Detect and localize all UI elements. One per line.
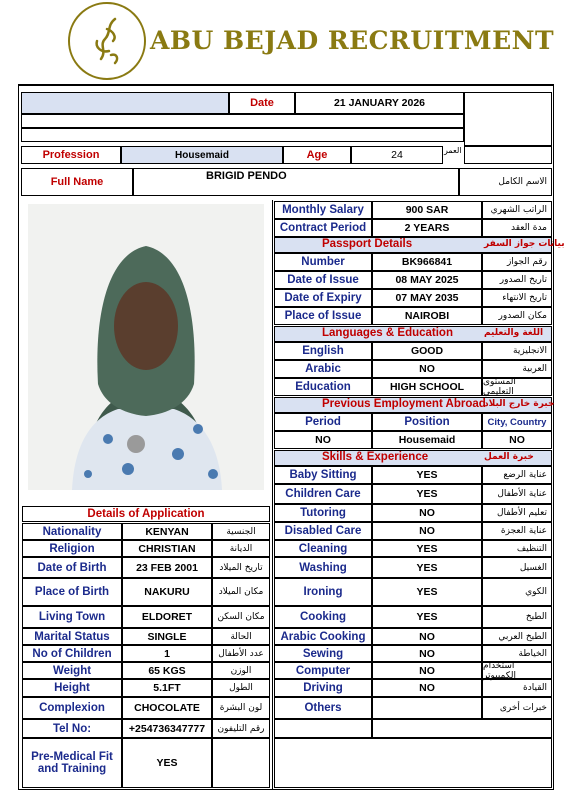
application-row-label: Weight	[22, 662, 122, 679]
profession-label: Profession	[21, 146, 121, 164]
right-row-label: Cooking	[274, 606, 372, 628]
right-row-value: NO	[372, 679, 482, 697]
right-row-value: BK966841	[372, 253, 482, 271]
application-row-label: Religion	[22, 540, 122, 557]
right-row-label: Arabic Cooking	[274, 628, 372, 645]
application-row-label: Complexion	[22, 697, 122, 719]
candidate-photo	[28, 204, 264, 490]
right-row-value: YES	[372, 557, 482, 578]
right-row-value: YES	[372, 578, 482, 606]
right-row-ar: الطبخ	[482, 606, 552, 628]
right-row-ar: تعليم الأطفال	[482, 504, 552, 522]
right-row-value: 2 YEARS	[372, 219, 482, 237]
skills-title: Skills & Experience	[322, 451, 429, 463]
age-label: Age	[283, 146, 351, 164]
right-row-ar: القيادة	[482, 679, 552, 697]
right-row-ar: عناية الأطفال	[482, 484, 552, 504]
right-row-label: Washing	[274, 557, 372, 578]
right-row-label: Disabled Care	[274, 522, 372, 540]
right-row-ar: المستوى التعليمي	[482, 378, 552, 396]
date-ar-cell	[464, 92, 552, 146]
application-row-ar: الديانة	[212, 540, 270, 557]
right-row-label: Place of Issue	[274, 307, 372, 325]
right-row-label: Baby Sitting	[274, 466, 372, 484]
application-row-ar: رقم التليفون	[212, 719, 270, 738]
passport-title-ar: بيانات جواز السفر	[484, 239, 565, 249]
application-row-ar: مكان السكن	[212, 606, 270, 628]
application-row-ar: عدد الأطفال	[212, 645, 270, 662]
application-row-value: 5.1FT	[122, 679, 212, 697]
right-row-ar: خبرات أخرى	[482, 697, 552, 719]
application-row-value: 23 FEB 2001	[122, 557, 212, 578]
right-row-value: NO	[372, 645, 482, 662]
right-row-label: Contract Period	[274, 219, 372, 237]
right-row-value	[372, 697, 482, 719]
passport-title: Passport Details	[322, 238, 413, 250]
application-row-ar: الوزن	[212, 662, 270, 679]
company-logo	[68, 2, 146, 80]
full-name-cell	[133, 168, 459, 196]
right-row-ar: تاريخ الانتهاء	[482, 289, 552, 307]
application-row-value: YES	[122, 738, 212, 788]
application-row-value: SINGLE	[122, 628, 212, 645]
age-ar: العمر	[444, 146, 462, 155]
right-row-ar: الخياطة	[482, 645, 552, 662]
date-row-blank	[21, 92, 229, 114]
right-row-ar: استخدام الكمبيوتر	[482, 662, 552, 679]
blank-cell	[274, 738, 552, 788]
employment-col-period: Period	[274, 413, 372, 431]
right-row-ar: مدة العقد	[482, 219, 552, 237]
application-row-value: +254736347777	[122, 719, 212, 738]
right-row-label: Arabic	[274, 360, 372, 378]
languages-title: Languages & Education	[322, 327, 453, 339]
right-row-label: Cleaning	[274, 540, 372, 557]
right-row-label: Computer	[274, 662, 372, 679]
application-row-ar: الحالة	[212, 628, 270, 645]
right-row-ar: الراتب الشهري	[482, 201, 552, 219]
right-row-value: 08 MAY 2025	[372, 271, 482, 289]
right-row-ar: الغسيل	[482, 557, 552, 578]
employment-position: Housemaid	[372, 431, 482, 449]
right-row-ar: الكوي	[482, 578, 552, 606]
right-row-ar: الانجليزية	[482, 342, 552, 360]
right-row-label: Children Care	[274, 484, 372, 504]
application-title: Details of Application	[22, 506, 270, 522]
right-row-ar: عناية العجزة	[482, 522, 552, 540]
right-row-value: NO	[372, 504, 482, 522]
right-row-value: YES	[372, 540, 482, 557]
right-row-value: 900 SAR	[372, 201, 482, 219]
application-row-label: Living Town	[22, 606, 122, 628]
application-row-value: CHRISTIAN	[122, 540, 212, 557]
right-row-value: YES	[372, 484, 482, 504]
application-row-label: No of Children	[22, 645, 122, 662]
right-row-value: NO	[372, 662, 482, 679]
application-row-label: Pre-Medical Fit and Training	[22, 738, 122, 788]
right-row-value: NO	[372, 522, 482, 540]
right-row-value: GOOD	[372, 342, 482, 360]
employment-title-ar: خبرة خارج البلاد	[484, 399, 555, 409]
application-row-label: Date of Birth	[22, 557, 122, 578]
person-photo-icon	[28, 204, 264, 490]
application-row-ar: الطول	[212, 679, 270, 697]
application-row-value: ELDORET	[122, 606, 212, 628]
right-row-ar: التنظيف	[482, 540, 552, 557]
application-row-value: 65 KGS	[122, 662, 212, 679]
profession-value: Housemaid	[121, 146, 283, 164]
right-row-label: Number	[274, 253, 372, 271]
employment-col-city: City, Country	[482, 413, 552, 431]
right-row-ar: تاريخ الصدور	[482, 271, 552, 289]
employment-period: NO	[274, 431, 372, 449]
right-row-ar: مكان الصدور	[482, 307, 552, 325]
date-label: Date	[229, 92, 295, 114]
right-row-value: 07 MAY 2035	[372, 289, 482, 307]
date-value: 21 JANUARY 2026	[295, 92, 464, 114]
application-row-label: Marital Status	[22, 628, 122, 645]
application-row-ar: الجنسية	[212, 523, 270, 540]
blank-row-1	[21, 114, 464, 128]
blank-cell	[372, 719, 552, 738]
languages-title-ar: اللغة والتعليم	[484, 328, 544, 338]
application-row-ar	[212, 738, 270, 788]
right-row-ar: رقم الجواز	[482, 253, 552, 271]
employment-title: Previous Employment Abroad	[322, 398, 486, 410]
right-row-label: Driving	[274, 679, 372, 697]
right-row-label: Others	[274, 697, 372, 719]
age-value: 24	[351, 146, 443, 164]
application-row-value: NAKURU	[122, 578, 212, 606]
full-name-ar: الاسم الكامل	[459, 168, 552, 196]
right-row-ar: عناية الرضع	[482, 466, 552, 484]
right-row-value: NO	[372, 628, 482, 645]
right-row-value: NAIROBI	[372, 307, 482, 325]
company-name: ABU BEJAD RECRUITMENT	[150, 26, 555, 55]
right-row-label: Ironing	[274, 578, 372, 606]
full-name-label: Full Name	[21, 168, 133, 196]
blank-row-2	[21, 128, 464, 142]
application-row-label: Height	[22, 679, 122, 697]
right-row-value: HIGH SCHOOL	[372, 378, 482, 396]
left-col-divider	[272, 200, 273, 790]
right-row-label: Sewing	[274, 645, 372, 662]
right-row-value: NO	[372, 360, 482, 378]
full-name-value: BRIGID PENDO	[206, 170, 287, 182]
logo-calligraphy-icon	[77, 11, 137, 71]
right-row-ar: العربية	[482, 360, 552, 378]
application-row-label: Tel No:	[22, 719, 122, 738]
right-row-label: Date of Expiry	[274, 289, 372, 307]
application-row-ar: مكان الميلاد	[212, 578, 270, 606]
right-row-value: YES	[372, 606, 482, 628]
application-row-value: CHOCOLATE	[122, 697, 212, 719]
application-row-label: Place of Birth	[22, 578, 122, 606]
application-row-label: Nationality	[22, 523, 122, 540]
right-row-value: YES	[372, 466, 482, 484]
employment-city: NO	[482, 431, 552, 449]
age-ar-cell	[464, 146, 552, 164]
application-row-ar: تاريخ الميلاد	[212, 557, 270, 578]
right-row-label: English	[274, 342, 372, 360]
skills-title-ar: خبرة العمل	[484, 452, 534, 462]
right-row-label: Tutoring	[274, 504, 372, 522]
application-row-value: KENYAN	[122, 523, 212, 540]
right-row-label: Monthly Salary	[274, 201, 372, 219]
right-row-ar: الطبخ العربي	[482, 628, 552, 645]
employment-col-position: Position	[372, 413, 482, 431]
right-row-label: Education	[274, 378, 372, 396]
right-row-label: Date of Issue	[274, 271, 372, 289]
application-row-ar: لون البشرة	[212, 697, 270, 719]
application-row-value: 1	[122, 645, 212, 662]
blank-cell	[274, 719, 372, 738]
